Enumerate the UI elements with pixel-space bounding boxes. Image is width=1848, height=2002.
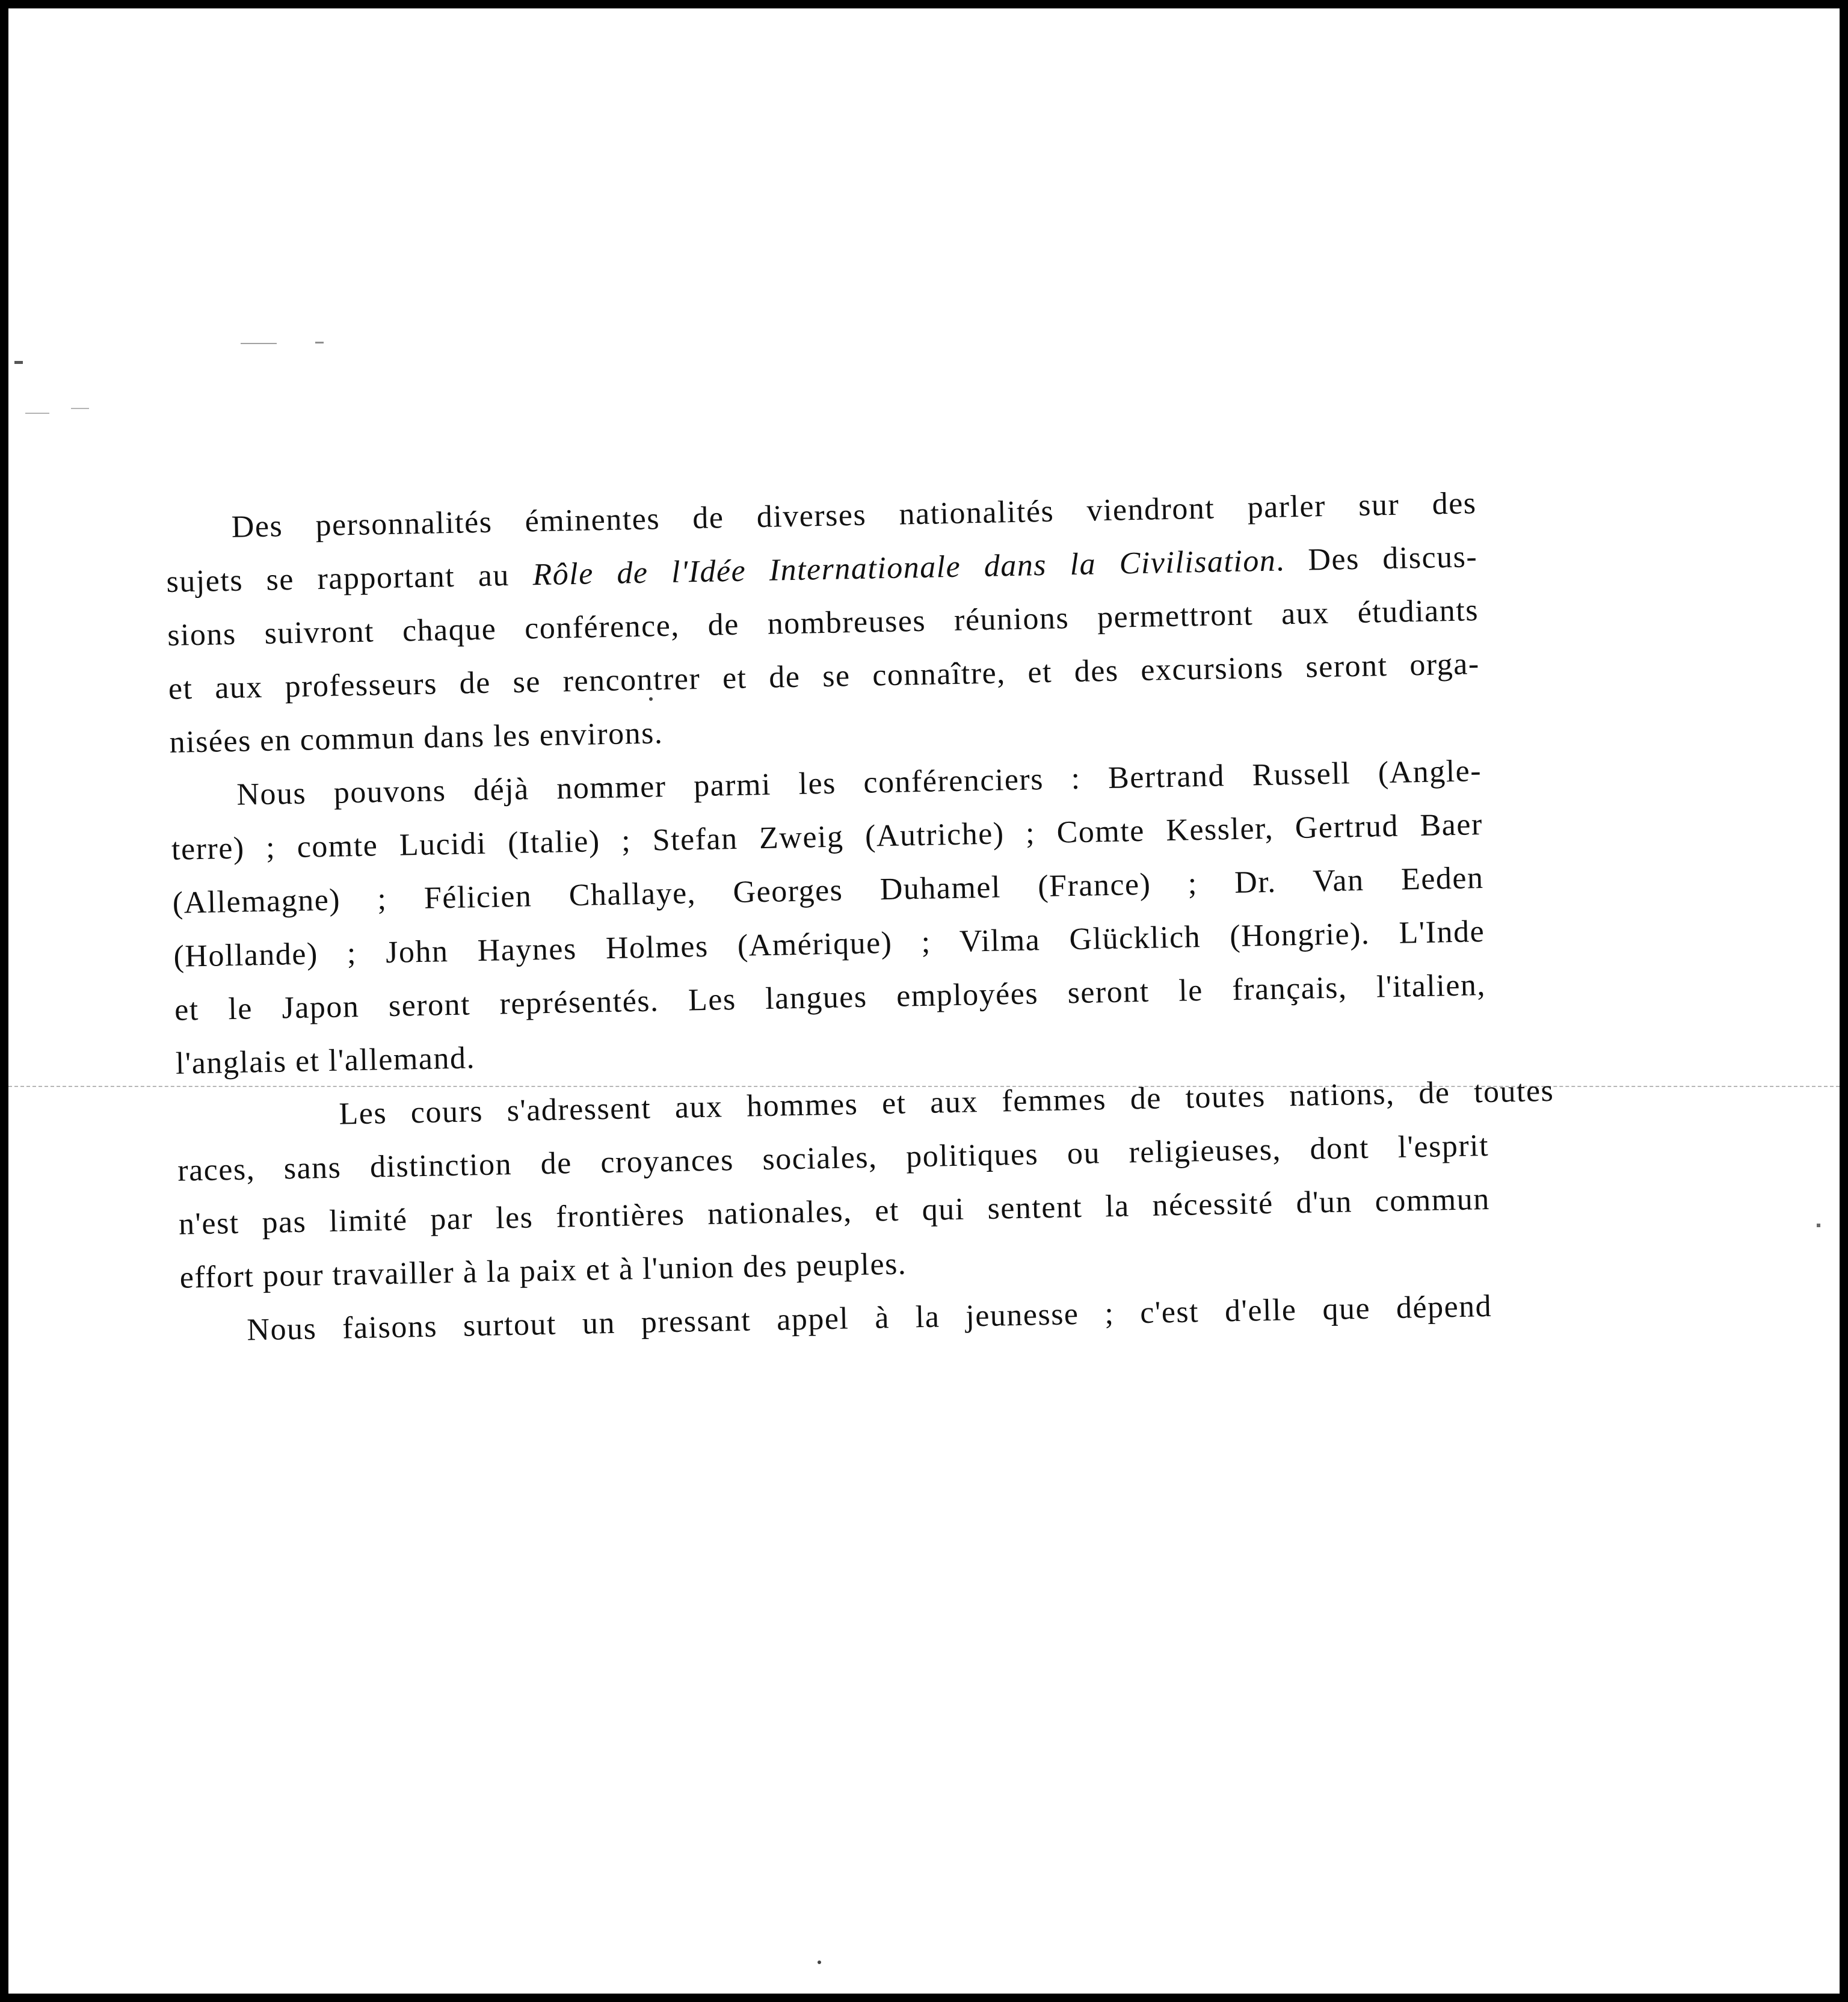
text-line: Les cours s'adressent aux hommes et aux femmes de toutes nations, de toutes <box>339 1073 1554 1132</box>
italic-title: Rôle de l'Idée Internationale dans la Civilisation <box>532 543 1277 593</box>
text-line: Nous faisons surtout un pressant appel à la jeunesse ; c'est d'elle que dépend <box>246 1289 1492 1348</box>
text-line: effort pour travailler à la paix et à l'union des peuples. <box>179 1246 907 1295</box>
text-line: et aux professeurs de se rencontrer et de se connaître, et des excursions seront orga- <box>168 647 1480 706</box>
scanned-page <box>8 8 1840 1994</box>
text-line: terre) ; comte Lucidi (Italie) ; Stefan Zweig (Autriche) ; Comte Kessler, Gertrud Baer <box>171 807 1483 867</box>
text-line: (Hollande) ; John Haynes Holmes (Amérique) ; Vilma Glücklich (Hongrie). L'Inde <box>173 914 1485 974</box>
text-line: (Allemagne) ; Félicien Challaye, Georges Duhamel (France) ; Dr. Van Eeden <box>172 861 1484 920</box>
text-line: Des personnalités éminentes de diverses nationalités viendront parler sur des <box>231 486 1477 544</box>
text-line: et le Japon seront représentés. Les langues employées seront le français, l'italien, <box>174 967 1486 1027</box>
paragraph-3 <box>176 1065 1554 1305</box>
text-line: sions suivront chaque conférence, de nombreuses réunions permettront aux étudiants <box>167 593 1479 653</box>
text-line: races, sans distinction de croyances sociales, politiques ou religieuses, dont l'esprit <box>177 1128 1489 1188</box>
paragraph-2 <box>170 744 1488 1091</box>
document-body <box>165 476 1554 1358</box>
text-line: nisées en commun dans les environs. <box>169 716 664 760</box>
text-line: Nous pouvons déjà nommer parmi les conférenciers : Bertrand Russell (Angle- <box>236 754 1482 812</box>
text-fragment: sujets se rapportant au <box>166 558 534 599</box>
text-line: n'est pas limité par les frontières nationales, et qui sentent la nécessité d'un commun <box>178 1181 1491 1242</box>
paragraph-1 <box>165 476 1481 769</box>
text-fragment: . Des discus- <box>1275 540 1478 578</box>
text-line: l'anglais et l'allemand. <box>175 1041 476 1081</box>
